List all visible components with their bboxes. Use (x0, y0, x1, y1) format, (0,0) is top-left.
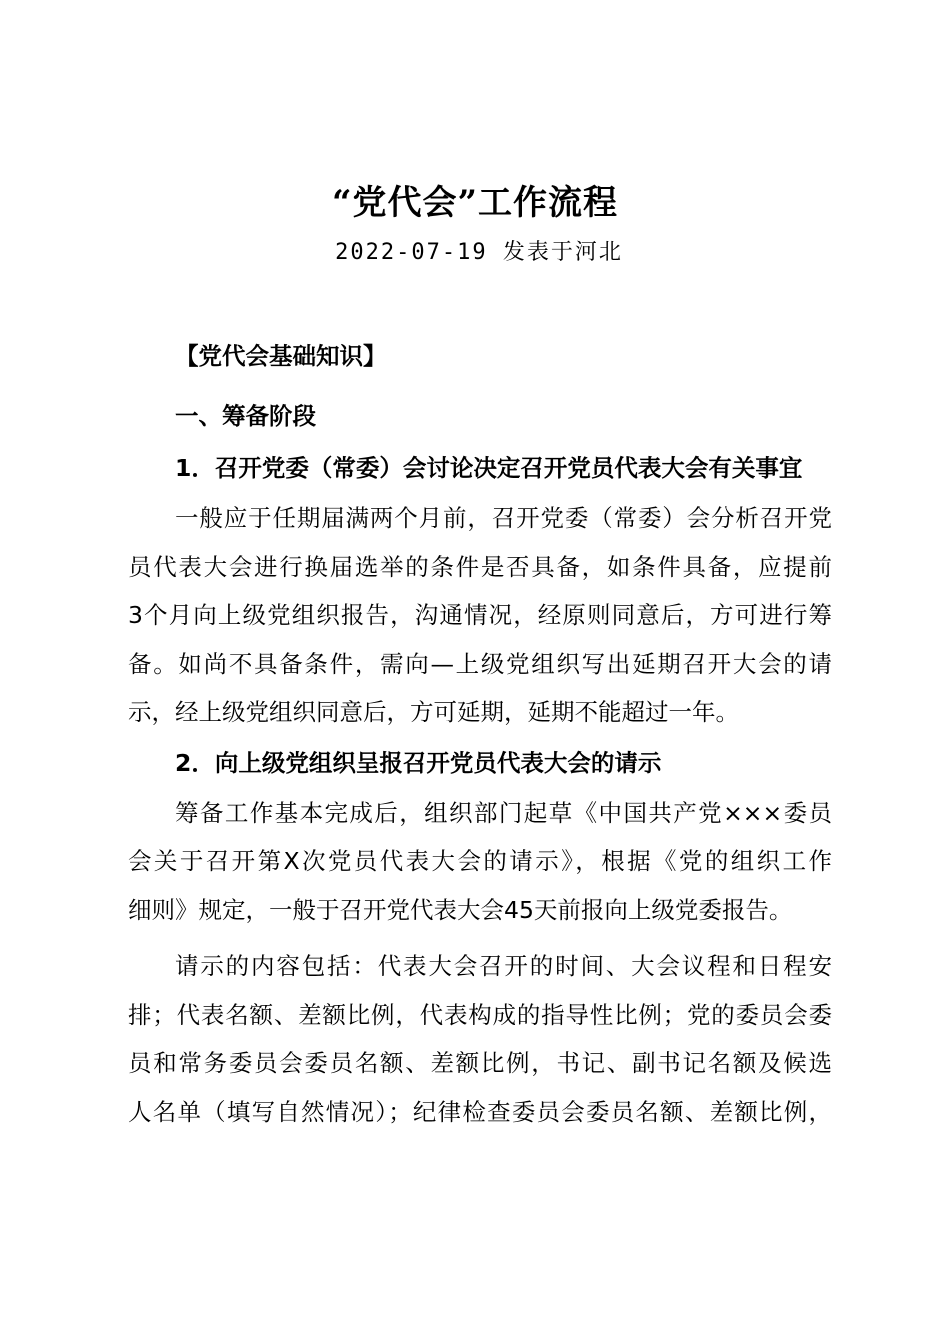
paragraph-line: 3个月向上级党组织报告，沟通情况，经原则同意后，方可进行筹 (128, 601, 832, 629)
section-title: 【党代会基础知识】 (175, 342, 387, 370)
paragraph-line: 备。如尚不具备条件，需向—上级党组织写出延期召开大会的请 (128, 649, 832, 678)
paragraph-line: 员和常务委员会委员名额、差额比例，书记、副书记名额及候选 (128, 1049, 832, 1077)
paragraph-line: 会关于召开第X次党员代表大会的请示》，根据《党的组织工作 (128, 847, 832, 875)
paragraph-line: 人名单（填写自然情况）；纪律检查委员会委员名额、差额比例， (128, 1097, 832, 1126)
item2-heading: 2．向上级党组织呈报召开党员代表大会的请示 (175, 748, 662, 777)
paragraph-line: 一般应于任期届满两个月前，召开党委（常委）会分析召开党 (175, 504, 832, 532)
paragraph-line: 排；代表名额、差额比例，代表构成的指导性比例；党的委员会委 (128, 1000, 832, 1029)
document-title: “党代会”工作流程 (331, 183, 619, 223)
paragraph-line: 员代表大会进行换届选举的条件是否具备，如条件具备，应提前 (128, 552, 832, 581)
paragraph-line: 请示的内容包括：代表大会召开的时间、大会议程和日程安 (175, 952, 832, 980)
paragraph-line: 细则》规定，一般于召开党代表大会45天前报向上级党委报告。 (128, 895, 793, 924)
stage-heading: 一、筹备阶段 (175, 402, 316, 430)
paragraph-line: 筹备工作基本完成后，组织部门起草《中国共产党×××委员 (175, 798, 832, 827)
document-body (128, 330, 832, 1136)
item1-heading: 1．召开党委（常委）会讨论决定召开党员代表大会有关事宜 (175, 454, 803, 482)
publish-date-location: 2022-07-19 发表于河北 (335, 240, 623, 265)
paragraph-line: 示，经上级党组织同意后，方可延期，延期不能超过一年。 (128, 698, 739, 726)
